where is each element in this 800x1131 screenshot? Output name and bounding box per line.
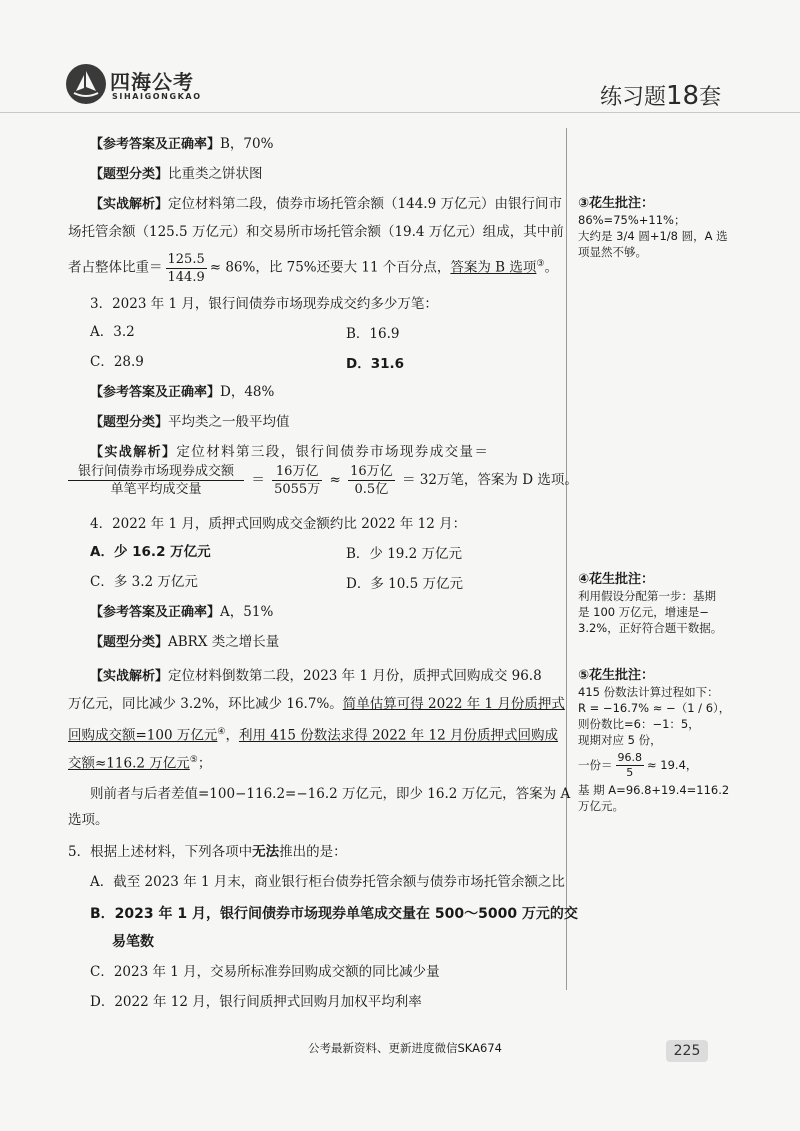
page-number: 225 [666,1040,708,1062]
q2-analysis-line3: 者占整体比重＝ $\frac{125.5}{144.9}$ ≈ 86%，比 75%还要大 11 个百分点，答案为 B 选项③。 [68,251,558,285]
note5-fraction: $\frac{96.8}{5}$ [617,751,642,779]
q4-analysis-line2: 万亿元，同比减少 3.2%，环比减少 16.7%。简单估算可得 2022 年 1 月份质押式 [68,696,565,712]
header-divider [0,112,800,113]
note-3: ③花生批注： 86%=75%+11%； 大约是 3/4 圆+1/8 圆，A 选 项显然不够。 [578,196,728,259]
q2-answer: 【参考答案及正确率】B，70% [90,136,274,152]
q2-analysis-line2: 场托管余额（125.5 万亿元）和交易所市场托管余额（19.4 万亿元）组成，其中前 [68,224,564,240]
q4-analysis-line4: 交额≈116.2 万亿元⑤； [68,755,212,772]
logo-text: 四海公考 [110,70,194,94]
note-4: ④花生批注： 利用假设分配第一步：基期 是 100 万亿元，增速是− 3.2%，正好符合题干数据。 [578,572,723,635]
q4-answer: 【参考答案及正确率】A，51% [90,604,274,620]
q2-type: 【题型分类】比重类之饼状图 [90,166,263,182]
q3-fraction-values: $\frac{\text{16万亿}}{\text{5055万}}$ [274,464,321,497]
q4-option-c: C．多 3.2 万亿元 [90,574,198,590]
q3-option-a: A．3.2 [90,324,135,340]
q5-option-c: C．2023 年 1 月，交易所标准券回购成交额的同比减少量 [90,964,440,980]
q5-stem: 5．根据上述材料，下列各项中无法推出的是： [68,844,347,860]
q3-type: 【题型分类】平均类之一般平均值 [90,414,290,430]
q5-option-b-line2: 易笔数 [112,934,154,950]
page-title: 练习题18套 [600,81,722,111]
q5-option-b-line1: B．2023 年 1 月，银行间债券市场现券单笔成交量在 500～5000 万元的交 [90,906,578,922]
q4-analysis-line3: 回购成交额=100 万亿元④，利用 415 份数法求得 2022 年 12 月份质押式回购成 [68,727,559,744]
q3-analysis-line1: 【实战解析】定位材料第三段，银行间债券市场现券成交量＝ [90,444,490,460]
margin-divider [566,128,567,990]
q5-option-a: A．截至 2023 年 1 月末，商业银行柜台债券托管余额与债券市场托管余额之比 [90,874,565,890]
q3-stem: 3．2023 年 1 月，银行间债券市场现券成交约多少万笔： [90,296,438,312]
q4-option-a: A．少 16.2 万亿元 [90,544,211,560]
q4-analysis-line6: 选项。 [68,812,109,828]
q2-analysis-line1: 【实战解析】定位材料第二段，债券市场托管余额（144.9 万亿元）由银行间市 [90,196,562,212]
q3-analysis-line2: $\frac{\text{银行间债券市场现券成交额}}{\text{单笔平均成交量}}$ ＝ $\frac{\text{16万亿}}{\text{5055万}}$ ≈ $\frac{\text{16万亿}}{\text{0.5亿}}$ ＝ 32万笔，答案为 D 选项。 [68,462,578,498]
q5-option-d: D．2022 年 12 月，银行间质押式回购月加权平均利率 [90,994,422,1010]
q4-stem: 4．2022 年 1 月，质押式回购成交金额约比 2022 年 12 月： [90,516,467,532]
q3-fraction-approx: $\frac{\text{16万亿}}{\text{0.5亿}}$ [350,464,393,497]
footer-note: 公考最新资料、更新进度微信SKA674 [308,1041,502,1055]
q3-fraction-formula: $\frac{\text{银行间债券市场现券成交额}}{\text{单笔平均成交量}}$ [68,463,244,498]
q3-option-c: C．28.9 [90,354,144,370]
q3-option-b: B．16.9 [346,326,400,342]
logo-subtext: SIHAIGONGKAO [112,92,202,101]
q4-analysis-line5: 则前者与后者差值=100−116.2=−16.2 万亿元，即少 16.2 万亿元，答案为 A [90,786,571,802]
q3-option-d: D．31.6 [346,356,405,372]
q4-option-d: D．多 10.5 万亿元 [346,576,463,592]
q3-answer: 【参考答案及正确率】D，48% [90,384,275,400]
logo-icon [66,64,106,104]
note-5: ⑤花生批注： 415 份数法计算过程如下： R = −16.7% ≈ −（1 / 6）， 则份数比=6：−1：5， 现期对应 5 份， 一份＝ $\frac{96.8}{5}$ ≈ 19.4， 基 期 A=96.8+19.4=116.2 万亿元。 [578,668,731,813]
q2-fraction: $\frac{125.5}{144.9}$ [167,251,205,285]
q4-option-b: B．少 19.2 万亿元 [346,546,463,562]
q4-type: 【题型分类】ABRX 类之增长量 [90,634,280,650]
q4-analysis-line1: 【实战解析】定位材料倒数第二段，2023 年 1 月份，质押式回购成交 96.8 [90,668,542,684]
